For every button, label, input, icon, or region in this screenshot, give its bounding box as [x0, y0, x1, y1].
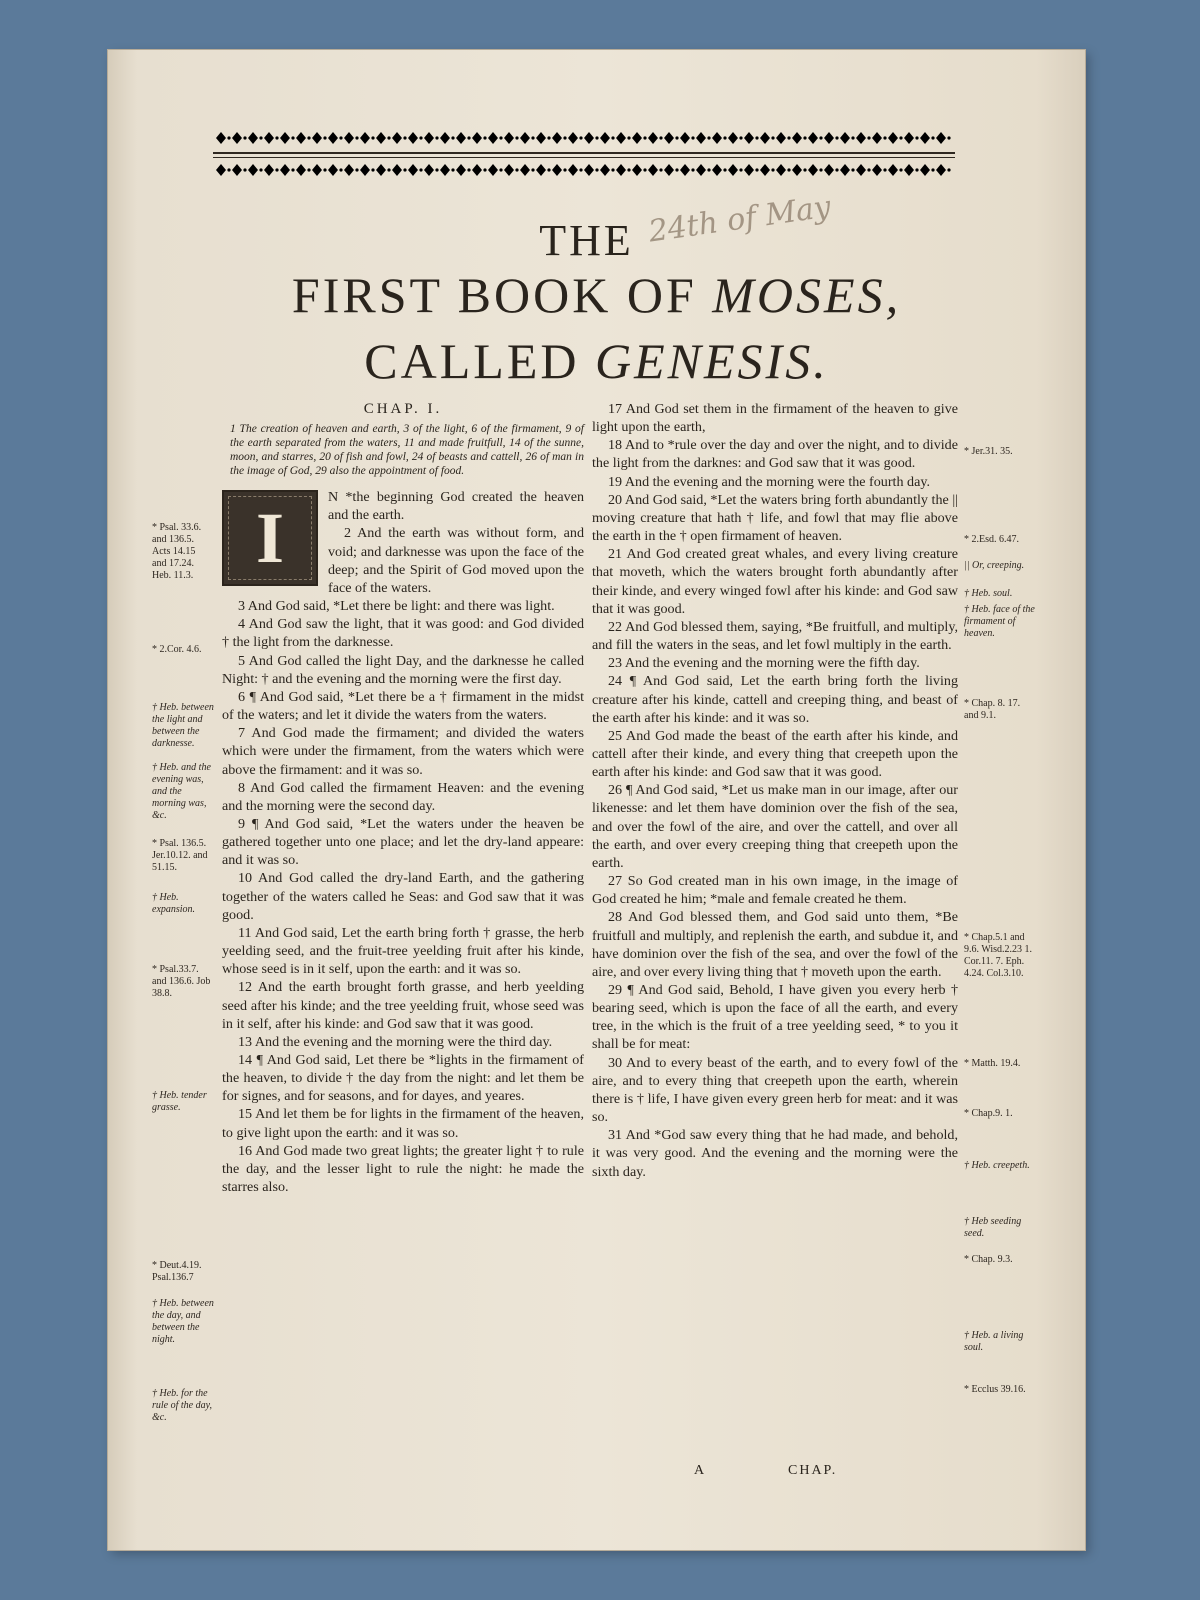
- ornament-dot: [691, 168, 694, 171]
- fleuron-ornament: [552, 164, 562, 176]
- margin-note-right: || Or, creeping.: [964, 560, 1025, 571]
- fleuron-ornament: [840, 164, 850, 176]
- ornament-dot: [467, 136, 470, 139]
- margin-note-right: † Heb. face of the firmament of heaven.: [964, 604, 1035, 639]
- chapter-summary: 1 The creation of heaven and earth, 3 of the light, 6 of the firmament, 9 of the earth separated from the waters, 11 and made fruitfull, 14 of the sunne, moon, and starres, 20 of fish and fowl, 24 of beasts and cattell, 26 of man in the image of God, 29 also the appointment of food.: [230, 423, 584, 478]
- fleuron-ornament: [568, 132, 578, 144]
- ornament-dot: [755, 136, 758, 139]
- margin-note-right: * Ecclus 39.16.: [964, 1384, 1026, 1395]
- ornament-dot: [867, 168, 870, 171]
- ornament-dot: [291, 136, 294, 139]
- margin-note-right: † Heb. creepeth.: [964, 1160, 1030, 1171]
- ornament-dot: [739, 136, 742, 139]
- ornament-dot: [259, 136, 262, 139]
- fleuron-ornament: [328, 164, 338, 176]
- ornament-dot: [723, 168, 726, 171]
- verse: 13 And the evening and the morning were the third day.: [238, 1033, 553, 1050]
- ornament-dot: [595, 136, 598, 139]
- margin-note-right: * Jer.31. 35.: [964, 446, 1013, 457]
- verse: 19 And the evening and the morning were the fourth day.: [608, 473, 930, 490]
- margin-note-left: † Heb. and the evening was, and the morning was, &c.: [152, 762, 211, 821]
- fleuron-ornament: [264, 132, 274, 144]
- verse: 20 And God said, *Let the waters bring forth abundantly the || moving creature that hath † life, and fowl that may flie above the earth in the † open firmament of heaven.: [592, 491, 958, 545]
- fleuron-ornament: [280, 132, 290, 144]
- fleuron-ornament: [808, 132, 818, 144]
- ornament-dot: [627, 136, 630, 139]
- ornament-dot: [419, 168, 422, 171]
- fleuron-ornament: [936, 132, 946, 144]
- fleuron-ornament: [872, 164, 882, 176]
- fleuron-ornament: [520, 164, 530, 176]
- fleuron-ornament: [504, 164, 514, 176]
- book-page: [108, 50, 1085, 1550]
- margin-note-left: † Heb. tender grasse.: [152, 1090, 207, 1113]
- fleuron-ornament: [472, 132, 482, 144]
- ornament-dot: [515, 136, 518, 139]
- fleuron-ornament: [648, 164, 658, 176]
- ornament-dot: [899, 168, 902, 171]
- margin-note-left: † Heb. expansion.: [152, 892, 196, 915]
- margin-note-left: * Psal.33.7. and 136.6. Job 38.8.: [152, 964, 211, 999]
- ornament-dot: [611, 168, 614, 171]
- verse: 21 And God created great whales, and every living creature that moveth, which the waters brought forth abundantly after their kinde, and every winged fowl after his kinde: and God saw that it was good.: [592, 546, 958, 617]
- fleuron-ornament: [296, 164, 306, 176]
- verse: 12 And the earth brought forth grasse, and herb yeelding seed after his kinde; and the tree yeelding fruit, whose seed was in it self, after his kinde: and God saw that it was good.: [222, 979, 584, 1032]
- fleuron-ornament: [344, 132, 354, 144]
- verse: 2 And the earth was without form, and void; and darknesse was upon the face of the deep; and the Spirit of God moved upon the face of the waters.: [328, 525, 584, 596]
- ornament-dot: [291, 168, 294, 171]
- ornament-dot: [771, 168, 774, 171]
- verse: 22 And God blessed them, saying, *Be fruitfull, and multiply, and fill the waters in the seas, and let fowl multiply in the earth.: [592, 618, 958, 654]
- ornament-dot: [851, 136, 854, 139]
- fleuron-ornament: [376, 132, 386, 144]
- verse: 10 And God called the dry-land Earth, and the gathering together of the waters called he Seas: and God saw that it was good.: [222, 870, 584, 923]
- fleuron-ornament: [536, 132, 546, 144]
- verse: 31 And *God saw every thing that he had made, and behold, it was very good. And the evening and the morning were the sixth day.: [592, 1127, 958, 1180]
- margin-note-left: † Heb. between the day, and between the night.: [152, 1298, 214, 1345]
- ornament-dot: [307, 168, 310, 171]
- ornament-dot: [643, 136, 646, 139]
- verse: 16 And God made two great lights; the greater light † to rule the day, and the lesser light to rule the night: he made the starres also.: [222, 1142, 584, 1196]
- fleuron-ornament: [712, 164, 722, 176]
- ornament-dot: [659, 168, 662, 171]
- ornament-dot: [851, 168, 854, 171]
- margin-note-left: * Deut.4.19. Psal.136.7: [152, 1260, 202, 1283]
- ornament-dot: [451, 168, 454, 171]
- fleuron-ornament: [664, 132, 674, 144]
- ornament-dot: [435, 168, 438, 171]
- fleuron-ornament: [680, 164, 690, 176]
- title-moses: MOSES,: [712, 267, 902, 323]
- fleuron-ornament: [904, 132, 914, 144]
- verse: 23 And the evening and the morning were the fifth day.: [608, 655, 920, 672]
- ornament-dot: [595, 168, 598, 171]
- fleuron-ornament: [648, 132, 658, 144]
- ornament-dot: [675, 136, 678, 139]
- ornament-dot: [755, 168, 758, 171]
- fleuron-ornament: [920, 164, 930, 176]
- fleuron-ornament: [808, 164, 818, 176]
- verse: 15 And let them be for lights in the firmament of the heaven, to give light upon the earth: and it was so.: [222, 1106, 584, 1141]
- fleuron-ornament: [216, 132, 226, 144]
- ornament-dot: [787, 168, 790, 171]
- verse: 24 ¶ And God said, Let the earth bring forth the living creature after his kinde, cattell and creeping thing, and beast of the earth after his kinde: and it was so.: [592, 673, 958, 726]
- ornament-dot: [227, 136, 230, 139]
- ornament-dot: [259, 168, 262, 171]
- ornament-dot: [371, 168, 374, 171]
- ornament-dot: [275, 168, 278, 171]
- verse: 11 And God said, Let the earth bring forth † grasse, the herb yeelding seed, and the fruit-tree yeelding fruit after his kinde, whose seed is in it self, upon the earth: and it was so.: [222, 924, 584, 978]
- ornament-dot: [707, 168, 710, 171]
- ornament-dot: [483, 136, 486, 139]
- fleuron-ornament: [456, 132, 466, 144]
- fleuron-ornament: [280, 164, 290, 176]
- verse: 25 And God made the beast of the earth after his kinde, and cattell after their kinde, and every thing that creepeth upon the earth after his kinde: and God saw that it was good.: [592, 727, 958, 781]
- fleuron-ornament: [696, 132, 706, 144]
- margin-note-right: † Heb. soul.: [964, 588, 1013, 599]
- fleuron-ornament: [584, 164, 594, 176]
- verse: 5 And God called the light Day, and the darknesse he called Night: † and the evening and the morning were the first day.: [222, 652, 584, 687]
- verse: 9 ¶ And God said, *Let the waters under the heaven be gathered together unto one place; and let the dry-land appeare: and it was so.: [222, 815, 584, 869]
- ornament-dot: [531, 136, 534, 139]
- verse: 4 And God saw the light, that it was good: and God divided † the light from the darknesse.: [222, 616, 584, 651]
- fleuron-ornament: [632, 164, 642, 176]
- fleuron-ornament: [488, 164, 498, 176]
- fleuron-ornament: [312, 164, 322, 176]
- ornament-dot: [915, 168, 918, 171]
- fleuron-ornament: [312, 132, 322, 144]
- ornament-dot: [387, 168, 390, 171]
- fleuron-ornament: [744, 164, 754, 176]
- fleuron-ornament: [232, 164, 242, 176]
- title-line-2: [108, 266, 1085, 324]
- margin-note-right: * Chap.5.1 and 9.6. Wisd.2.23 1. Cor.11. 7. Eph. 4.24. Col.3.10.: [964, 932, 1033, 979]
- fleuron-ornament: [360, 164, 370, 176]
- fleuron-ornament: [536, 164, 546, 176]
- margin-note-right: * Chap.9. 1.: [964, 1108, 1013, 1119]
- ornament-dot: [579, 136, 582, 139]
- verse: 6 ¶ And God said, *Let there be a † firmament in the midst of the waters; and let it divide the waters from the waters.: [222, 688, 584, 724]
- ornament-dot: [803, 168, 806, 171]
- fleuron-ornament: [248, 132, 258, 144]
- ornament-dot: [227, 168, 230, 171]
- margin-note-right: † Heb. a living soul.: [964, 1330, 1024, 1353]
- margin-note-right: † Heb seeding seed.: [964, 1216, 1022, 1239]
- verse-1-block: [222, 488, 584, 597]
- fleuron-ornament: [824, 164, 834, 176]
- fleuron-ornament: [600, 132, 610, 144]
- verse: 26 ¶ And God said, *Let us make man in our image, after our likenesse: and let them have dominion over the fish of the sea, and over the fowl of the aire, and over the cattell, and over all the earth, and over every creeping thing that creepeth upon the earth.: [592, 782, 958, 871]
- ornament-dot: [659, 136, 662, 139]
- fleuron-ornament: [728, 164, 738, 176]
- fleuron-ornament: [376, 164, 386, 176]
- ornament-dot: [723, 136, 726, 139]
- ornament-dot: [419, 136, 422, 139]
- title-line-1: THE: [539, 216, 634, 265]
- fleuron-ornament: [744, 132, 754, 144]
- fleuron-ornament: [392, 132, 402, 144]
- verse: 30 And to every beast of the earth, and to every fowl of the aire, and to every thing that creepeth upon the earth, wherein there is † life, I have given every green herb for meat: and it was so.: [592, 1054, 958, 1126]
- title-line-2-text: FIRST BOOK OF: [291, 267, 713, 323]
- fleuron-ornament: [216, 164, 226, 176]
- ornament-dot: [275, 136, 278, 139]
- fleuron-ornament: [632, 132, 642, 144]
- right-text-column: [592, 400, 958, 1181]
- verse: 3 And God said, *Let there be light: and there was light.: [238, 598, 555, 615]
- ornament-dot: [915, 136, 918, 139]
- fleuron-ornament: [424, 132, 434, 144]
- fleuron-ornament: [392, 164, 402, 176]
- ornament-dot: [387, 136, 390, 139]
- verse: N *the beginning God created the heaven and the earth.: [328, 489, 584, 524]
- fleuron-ornament: [680, 132, 690, 144]
- margin-note-left: † Heb. for the rule of the day, &c.: [152, 1388, 212, 1423]
- ornament-dot: [627, 168, 630, 171]
- fleuron-ornament: [520, 132, 530, 144]
- ornament-dot: [579, 168, 582, 171]
- fleuron-ornament: [552, 132, 562, 144]
- fleuron-ornament: [696, 164, 706, 176]
- handwritten-date: 24th of May: [646, 189, 833, 250]
- fleuron-ornament: [888, 164, 898, 176]
- ornament-dot: [515, 168, 518, 171]
- fleuron-ornament: [504, 132, 514, 144]
- ornament-dot: [563, 136, 566, 139]
- fleuron-ornament: [824, 132, 834, 144]
- fleuron-ornament: [408, 164, 418, 176]
- fleuron-ornament: [296, 132, 306, 144]
- fleuron-ornament: [856, 132, 866, 144]
- fleuron-ornament: [776, 164, 786, 176]
- title-genesis: GENESIS.: [595, 333, 829, 389]
- ornament-dot: [371, 136, 374, 139]
- ornament-dot: [675, 168, 678, 171]
- fleuron-ornament: [408, 132, 418, 144]
- fleuron-ornament: [728, 132, 738, 144]
- fleuron-ornament: [248, 164, 258, 176]
- margin-note-right: * Matth. 19.4.: [964, 1058, 1021, 1069]
- verse: 18 And to *rule over the day and over the night, and to divide the light from the darknes: and God saw that it was good.: [592, 437, 958, 472]
- verse: 14 ¶ And God said, Let there be *lights in the firmament of the heaven, to divide † the day from the night: and let them be for signes, and for seasons, and for dayes, and yeares.: [222, 1052, 584, 1105]
- verse: 17 And God set them in the firmament of the heaven to give light upon the earth,: [592, 401, 958, 436]
- fleuron-ornament: [776, 132, 786, 144]
- ornament-dot: [547, 168, 550, 171]
- fleuron-ornament: [488, 132, 498, 144]
- ornament-dot: [691, 136, 694, 139]
- ornament-dot: [323, 136, 326, 139]
- drop-cap-letter: I: [255, 498, 285, 579]
- ornament-dot: [483, 168, 486, 171]
- fleuron-ornament: [360, 132, 370, 144]
- ornament-dot: [531, 168, 534, 171]
- fleuron-ornament: [760, 132, 770, 144]
- ornament-dot: [243, 168, 246, 171]
- chapter-heading: CHAP. I.: [363, 401, 443, 417]
- fleuron-ornament: [664, 164, 674, 176]
- title-line-3: [108, 332, 1085, 390]
- ornament-dot: [803, 136, 806, 139]
- margin-note-right: * Chap. 8. 17. and 9.1.: [964, 698, 1021, 721]
- ornament-dot: [947, 136, 950, 139]
- fleuron-ornament: [936, 164, 946, 176]
- margin-note-left: * 2.Cor. 4.6.: [152, 644, 202, 655]
- fleuron-ornament: [616, 132, 626, 144]
- ornament-dot: [563, 168, 566, 171]
- fleuron-ornament: [712, 132, 722, 144]
- ornament-dot: [819, 136, 822, 139]
- fleuron-ornament: [792, 132, 802, 144]
- margin-note-left: * Psal. 136.5. Jer.10.12. and 51.15.: [152, 838, 208, 873]
- verse: 27 So God created man in his own image, in the image of God created he him; *male and female created he them.: [592, 873, 958, 908]
- ornament-dot: [931, 168, 934, 171]
- margin-note-right: * Chap. 9.3.: [964, 1254, 1013, 1265]
- verse: 28 And God blessed them, and God said unto them, *Be fruitfull and multiply, and replenish the earth, and subdue it, and have dominion over the fish of the sea, and over the fowl of the aire, and over every living thing that † moveth upon the earth.: [592, 909, 958, 980]
- signature-mark: A: [694, 1463, 705, 1478]
- ornament-dot: [547, 136, 550, 139]
- ornament-dot: [787, 136, 790, 139]
- ornamental-border-band: [213, 130, 955, 180]
- title-line-3-text: CALLED: [364, 333, 595, 389]
- catchword: CHAP.: [788, 1463, 838, 1478]
- fleuron-ornament: [344, 164, 354, 176]
- fleuron-ornament: [904, 164, 914, 176]
- ornament-dot: [867, 136, 870, 139]
- fleuron-ornament: [440, 164, 450, 176]
- ornament-dot: [355, 168, 358, 171]
- ornament-dot: [403, 136, 406, 139]
- margin-note-left: † Heb. between the light and between the darknesse.: [152, 702, 214, 749]
- ornament-dot: [323, 168, 326, 171]
- fleuron-ornament: [568, 164, 578, 176]
- ornament-dot: [499, 136, 502, 139]
- fleuron-ornament: [856, 164, 866, 176]
- ornament-dot: [931, 136, 934, 139]
- ornament-dot: [771, 136, 774, 139]
- ornament-dot: [835, 136, 838, 139]
- ornament-dot: [451, 136, 454, 139]
- fleuron-ornament: [424, 164, 434, 176]
- fleuron-ornament: [792, 164, 802, 176]
- ornament-dot: [739, 168, 742, 171]
- ornament-dot: [467, 168, 470, 171]
- ornament-dot: [403, 168, 406, 171]
- fleuron-ornament: [584, 132, 594, 144]
- ornament-dot: [611, 136, 614, 139]
- verse: 7 And God made the firmament; and divided the waters which were under the firmament, from the waters which were above the firmament: and it was so.: [222, 725, 584, 778]
- drop-cap-initial: [222, 490, 318, 586]
- ornament-dot: [643, 168, 646, 171]
- fleuron-ornament: [616, 164, 626, 176]
- ornament-dot: [835, 168, 838, 171]
- fleuron-ornament: [328, 132, 338, 144]
- fleuron-ornament: [440, 132, 450, 144]
- margin-note-right: * 2.Esd. 6.47.: [964, 534, 1019, 545]
- margin-note-left: * Psal. 33.6. and 136.5. Acts 14.15 and 17.24. Heb. 11.3.: [152, 522, 202, 581]
- fleuron-ornament: [472, 164, 482, 176]
- ornament-dot: [339, 168, 342, 171]
- ornament-dot: [435, 136, 438, 139]
- verse: 8 And God called the firmament Heaven: and the evening and the morning were the second day.: [222, 779, 584, 814]
- fleuron-ornament: [600, 164, 610, 176]
- ornament-dot: [883, 168, 886, 171]
- ornament-dot: [243, 136, 246, 139]
- ornament-dot: [339, 136, 342, 139]
- ornament-dot: [499, 168, 502, 171]
- ornament-dot: [883, 136, 886, 139]
- verse: 29 ¶ And God said, Behold, I have given you every herb † bearing seed, which is upon the face of all the earth, and every tree, in the which is the fruit of a tree yeelding seed, * to you it shall be for meat:: [592, 982, 958, 1053]
- ornament-dot: [819, 168, 822, 171]
- left-text-column: [222, 401, 584, 1196]
- ornament-dot: [899, 136, 902, 139]
- fleuron-ornament: [888, 132, 898, 144]
- ornament-dot: [947, 168, 950, 171]
- fleuron-ornament: [760, 164, 770, 176]
- fleuron-ornament: [456, 164, 466, 176]
- fleuron-ornament: [920, 132, 930, 144]
- fleuron-ornament: [840, 132, 850, 144]
- ornament-dot: [707, 136, 710, 139]
- ornament-dot: [355, 136, 358, 139]
- fleuron-ornament: [872, 132, 882, 144]
- ornament-dot: [307, 136, 310, 139]
- fleuron-ornament: [264, 164, 274, 176]
- fleuron-ornament: [232, 132, 242, 144]
